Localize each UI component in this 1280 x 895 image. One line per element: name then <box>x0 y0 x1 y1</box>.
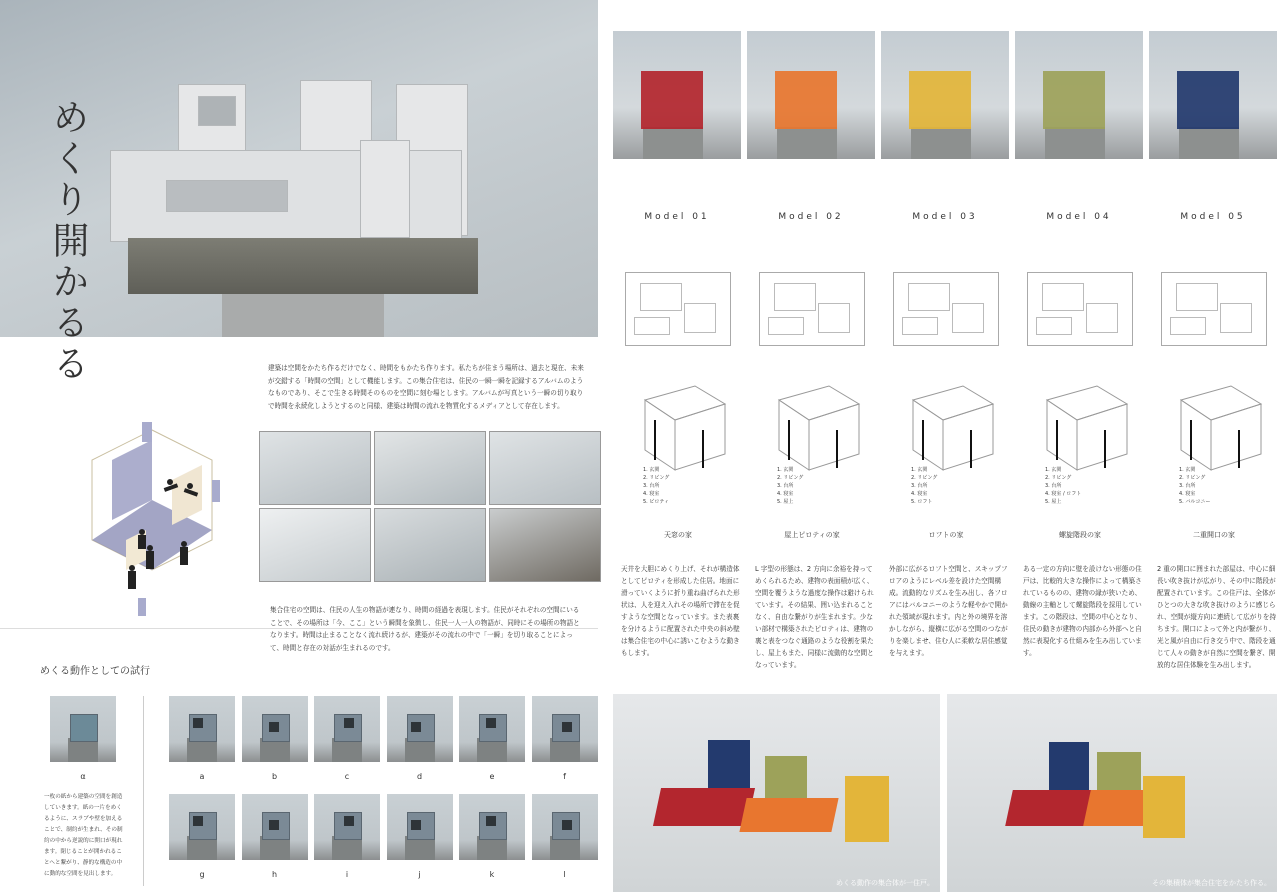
alpha-model-photo <box>50 696 116 762</box>
step-label: g <box>199 870 205 879</box>
photo-caption: その集積体が集合住宅をかたち作る。 <box>1152 879 1271 887</box>
legend-item: 1. 玄関 <box>1045 467 1062 473</box>
house-name: 二重開口の家 <box>1193 531 1235 539</box>
model-photo <box>881 31 1009 159</box>
model-label: Model 01 <box>644 212 710 222</box>
step-label: d <box>416 772 423 781</box>
house-name: 屋上ピロティの家 <box>784 531 840 539</box>
step-model-photo <box>459 696 525 762</box>
photo-thumbnail <box>374 431 486 505</box>
photo-caption: めくる動作の集合体が一住戸。 <box>836 879 934 887</box>
legend-item: 2. リビング <box>643 475 670 481</box>
house-description: L 字型の形態は、2 方向に余裕を持ってめくられるため、建物の表面積が広く、空間を覆うような過度な操作は避けられています。その結果、囲い込まれることなく、自由な繋がりが生まれます。少ない部材で構築されたピロティは、建物の裏と表をつなぐ通路のような役割を果たし、屋上もまた、同様に流動的な空間となっています。 <box>755 565 874 669</box>
step-label: e <box>489 772 495 781</box>
isometric-diagram <box>1151 380 1277 490</box>
step-model-photo <box>459 794 525 860</box>
legend-item: 1. 玄関 <box>777 467 794 473</box>
intro-paragraph: 建築は空間をかたち作るだけでなく、時間をもかたち作ります。私たちが住まう場所は、過去と現在、未来が交錯する「時間の空間」として機能します。この集合住宅は、住民の一瞬一瞬を記録するアルバムのようなものであり、そこで生きる時間そのものを空間に刻む場とします。アルバムが写真という一瞬の切り取りで時間を永続化しようとするのと同様、建築は時間の流れを物質化するメディアとして存在します。 <box>268 364 584 410</box>
model-photo <box>747 31 875 159</box>
section-title: めくる動作としての試行 <box>40 666 150 677</box>
isometric-figure <box>72 420 232 620</box>
floor-plan <box>1161 272 1267 346</box>
isometric-diagram <box>883 380 1009 490</box>
legend-item: 2. リビング <box>1179 475 1206 481</box>
room-legend <box>911 466 937 506</box>
page-title: めくり開かるる <box>46 98 89 385</box>
house-description: ある一定の方向に壁を設けない形態の住戸は、比較的大きな操作によって構築されているものの、建物の縁が狭いため、動線の主軸として螺旋階段を採用しています。この階段は、空間の中心となり、住民の動きが建物の内部から外部へと自然に表現化する仕組みを生み出しています。 <box>1023 565 1142 657</box>
legend-item: 2. リビング <box>911 475 938 481</box>
divider <box>143 696 144 886</box>
step-label: i <box>345 870 349 879</box>
legend-item: 3. 台所 <box>1179 483 1196 489</box>
floor-plan <box>893 272 999 346</box>
legend-item: 1. 玄関 <box>1179 467 1196 473</box>
model-label: Model 05 <box>1180 212 1246 222</box>
legend-item: 4. 寝室 / ロフト <box>1045 491 1082 497</box>
step-model-photo <box>387 696 453 762</box>
step-label: a <box>199 772 205 781</box>
floor-plan <box>759 272 865 346</box>
step-model-photo <box>532 794 598 860</box>
legend-item: 5. ロフト <box>911 499 933 505</box>
divider <box>0 628 598 629</box>
photo-thumbnail <box>374 508 486 582</box>
step-model-photo <box>387 794 453 860</box>
room-legend <box>1179 466 1210 506</box>
photo-thumbnail <box>489 431 601 505</box>
step-label: l <box>563 870 566 879</box>
step-model-photo <box>314 696 380 762</box>
legend-item: 3. 台所 <box>1045 483 1062 489</box>
model-label: Model 04 <box>1046 212 1112 222</box>
step-model-photo <box>314 794 380 860</box>
legend-item: 5. 屋上 <box>1045 499 1062 505</box>
house-name: ロフトの家 <box>928 531 964 539</box>
legend-item: 1. 玄関 <box>911 467 928 473</box>
step-model-photo <box>242 794 308 860</box>
photo-thumbnail <box>489 508 601 582</box>
legend-item: 4. 寝室 <box>643 491 660 497</box>
secondary-paragraph: 集合住宅の空間は、住民の人生の物語が連なり、時間の経過を表現します。住民がそれぞれの空間にいることで、その場所は「今、ここ」という瞬間を象徴し、住民一人一人の物語が、同時にその場所の物語となります。時間は止まることなく流れ続けるが、建築がその流れの中で「一瞬」を切り取ることによって、時間と存在の対話が生まれるのです。 <box>270 606 580 652</box>
step-model-photo <box>242 696 308 762</box>
alpha-description: 一枚の紙から建築の空間を創造していきます。紙の一片をめくるように、スラブや壁を加えることで、制約が生まれ、その制約の中から逆説的に開口が現れます。閉じることが開かれることへと繋がり、静的な構造の中に動的な空間を見出します。 <box>44 794 123 877</box>
step-label: c <box>344 772 350 781</box>
legend-item: 2. リビング <box>1045 475 1072 481</box>
legend-item: 3. 台所 <box>777 483 794 489</box>
floor-plan <box>1027 272 1133 346</box>
step-label: f <box>563 772 566 781</box>
step-model-photo <box>532 696 598 762</box>
step-label: h <box>271 870 278 879</box>
step-label: k <box>489 870 495 879</box>
isometric-diagram <box>615 380 741 490</box>
model-photo <box>1015 31 1143 159</box>
assembly-photo-1 <box>613 694 940 892</box>
legend-item: 2. リビング <box>777 475 804 481</box>
room-legend <box>777 466 803 506</box>
legend-item: 4. 寝室 <box>1179 491 1196 497</box>
legend-item: 4. 寝室 <box>911 491 928 497</box>
model-label: Model 02 <box>778 212 844 222</box>
model-photo <box>1149 31 1277 159</box>
room-legend <box>643 466 669 506</box>
floor-plan <box>625 272 731 346</box>
house-description: 天井を大胆にめくり上げ、それが構造体としてピロティを形成した住居。地面に滑っていくように折り重ね曲げられた形状は、人を迎え入れその場所で滞在を促すような空間となっています。また表裏を分けるように配置された中央の斜め壁は集合住宅の中心に誘いこむような動きもします。 <box>621 565 740 657</box>
step-label: j <box>418 870 421 879</box>
photo-thumbnail <box>259 508 371 582</box>
house-description: 外部に広がるロフト空間と、スキップフロアのようにレベル差を設けた空間構成。流動的なリズムを生み出し、各フロアにはバルコニーのような軽やかで開かれた領域が現れます。内と外の境界を溶かしながら、縦横に広がる空間のつながりを楽しませ、住む人に柔軟な居住感覚を与えます。 <box>889 565 1008 657</box>
assembly-photo-2 <box>947 694 1277 892</box>
isometric-diagram <box>749 380 875 490</box>
room-legend <box>1045 466 1081 506</box>
house-name: 螺旋階段の家 <box>1059 531 1101 539</box>
legend-item: 3. 台所 <box>911 483 928 489</box>
alpha-label: α <box>80 772 86 781</box>
step-model-photo <box>169 794 235 860</box>
model-photo <box>613 31 741 159</box>
legend-item: 3. 台所 <box>643 483 660 489</box>
photo-thumbnail <box>259 431 371 505</box>
legend-item: 5. バルコニー <box>1179 499 1211 505</box>
step-label: b <box>271 772 278 781</box>
house-name: 天窓の家 <box>664 531 692 539</box>
legend-item: 1. 玄関 <box>643 467 660 473</box>
legend-item: 5. ピロティ <box>643 499 669 505</box>
model-label: Model 03 <box>912 212 978 222</box>
step-model-photo <box>169 696 235 762</box>
legend-item: 5. 屋上 <box>777 499 794 505</box>
house-description: 2 重の開口に囲まれた部屋は、中心に細長い吹き抜けが広がり、その中に階段が配置されています。この住戸は、全体がひとつの大きな吹き抜けのように感じられ、空間が縦方向に連続して広がりを持ちます。開口によって外と内が繋がり、光と風が自由に行き交う中で、階段を通じて人々の動きが自然に空間を繋ぎ、開放的な居住体験を生み出します。 <box>1157 565 1277 669</box>
legend-item: 4. 寝室 <box>777 491 794 497</box>
